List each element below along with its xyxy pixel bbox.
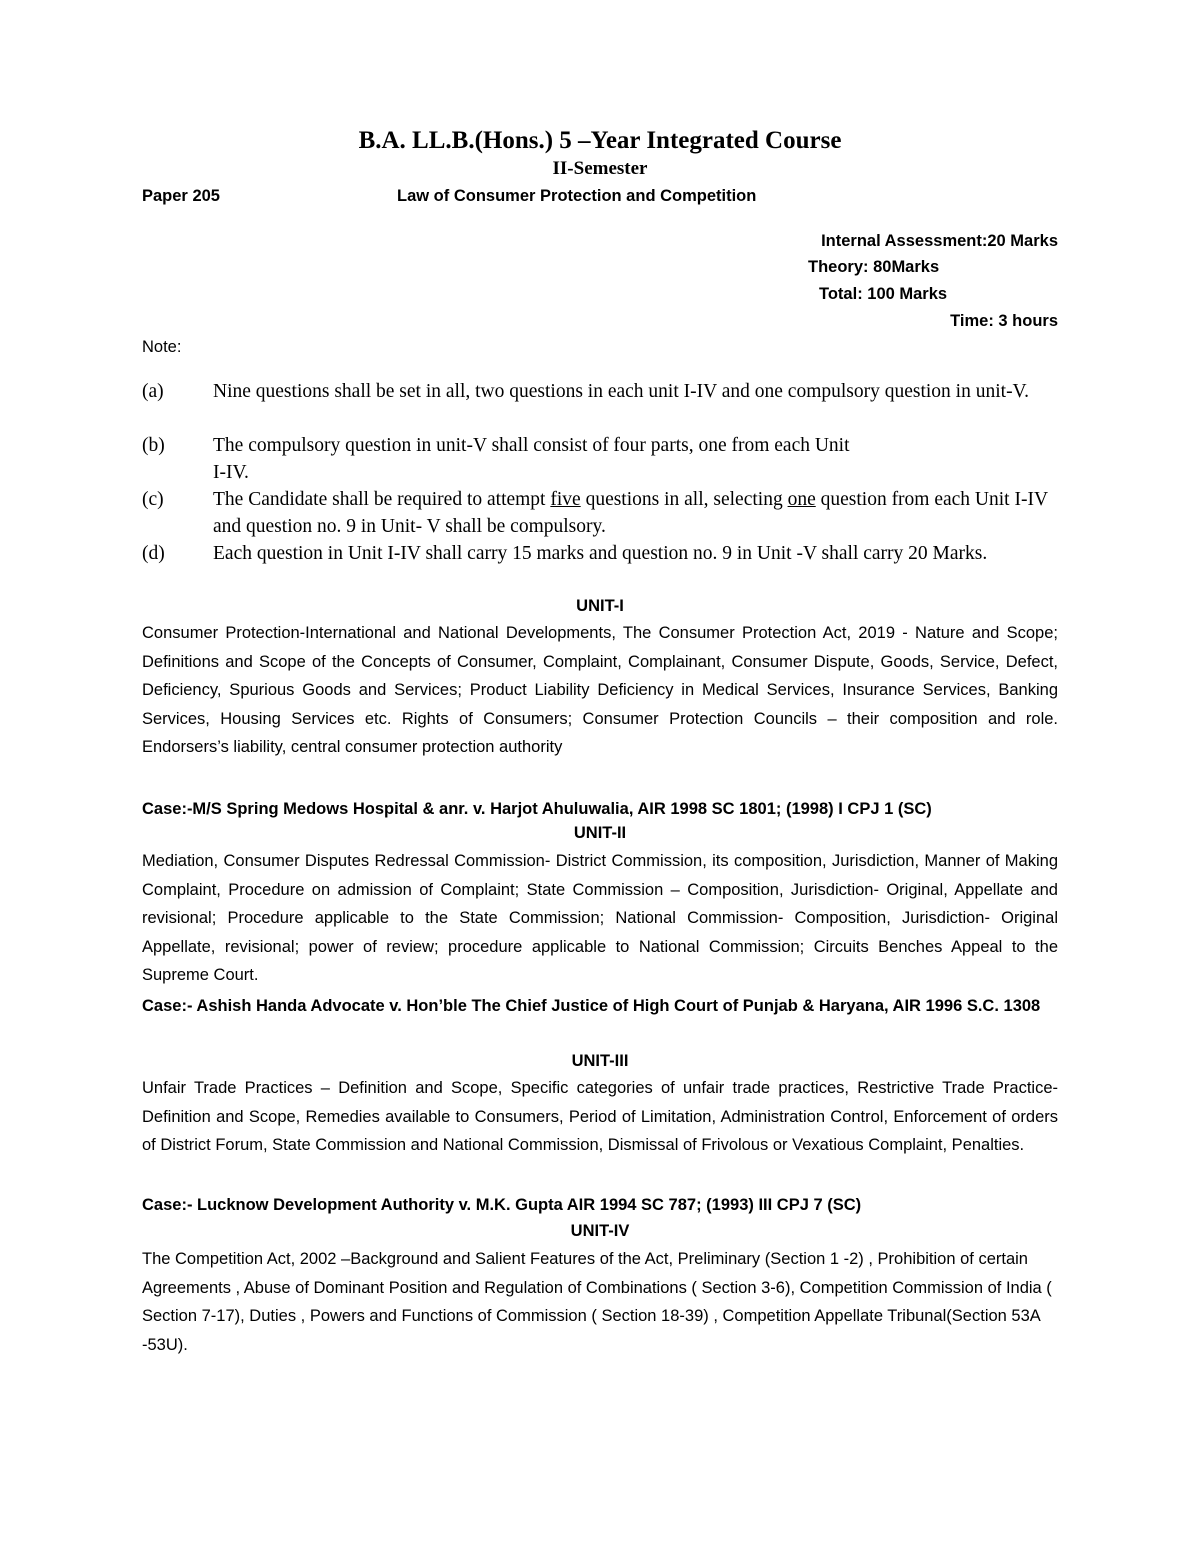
underlined-word: five — [550, 489, 581, 510]
note-item-text: Each question in Unit I-IV shall carry 15 marks and question no. 9 in Unit -V shall carry 20 Marks. — [213, 543, 988, 564]
note-item-label: (c) — [142, 489, 164, 510]
unit-body: Consumer Protection-International and National Developments, The Consumer Protection Act, 2019 - Nature and Scope; Definitions and Scope of the Concepts of Consumer, Complaint, Complainant, Consumer Dispute, Goods, Service, Defect, Deficiency, Spurious Goods and Services; Product Liability Deficiency in Medical Services, Insurance Services, Banking Services, Housing Services etc. Rights of Consumers; Consumer Protection Councils – their composition and role. Endorsers’s liability, central consumer protection authority — [142, 624, 1058, 757]
note-label: Note: — [142, 338, 182, 356]
unit-heading: UNIT-IV — [570, 1222, 630, 1240]
unit-body: Unfair Trade Practices – Definition and Scope, Specific categories of unfair trade practices, Restrictive Trade Practice- Definition and Scope, Remedies available to Consumers, Period of Limitation, Administration Control, Enforcement of orders of District Forum, State Commission and National Commission, Dismissal of Frivolous or Vexatious Complaint, Penalties. — [142, 1079, 1058, 1155]
semester-label: II-Semester — [552, 158, 648, 179]
note-item-label: (b) — [142, 435, 165, 456]
case-citation: Case:-M/S Spring Medows Hospital & anr. v. Harjot Ahuluwalia, AIR 1998 SC 1801; (1998) I CPJ 1 (SC) — [142, 800, 932, 818]
total-marks: Total: 100 Marks — [819, 285, 948, 303]
case-citation: Case:- Lucknow Development Authority v. M.K. Gupta AIR 1994 SC 787; (1993) III CPJ 7 (SC) — [142, 1196, 862, 1214]
unit-body: The Competition Act, 2002 –Background and Salient Features of the Act, Preliminary (Section 1 -2) , Prohibition of certain Agreements , Abuse of Dominant Position and Regulation of Combinations ( Section 3-6), Competition Commission of India ( Section 7-17), Duties , Powers and Functions of Commission ( Section 18-39) , Competition Appellate Tribunal(Section 53A -53U). — [142, 1250, 1052, 1354]
note-item — [142, 432, 1062, 486]
note-item-text: Nine questions shall be set in all, two questions in each unit I-IV and one compulsory question in unit-V. — [213, 381, 1030, 402]
unit-heading: UNIT-II — [573, 824, 627, 842]
course-title: B.A. LL.B.(Hons.) 5 –Year Integrated Course — [358, 127, 842, 154]
note-item-label: (a) — [142, 381, 164, 402]
note-item — [142, 486, 1062, 540]
theory-marks: Theory: 80Marks — [808, 258, 940, 276]
note-item — [142, 378, 1062, 432]
underlined-word: one — [787, 489, 816, 510]
unit-heading: UNIT-III — [571, 1052, 629, 1070]
paper-number: Paper 205 — [142, 187, 220, 205]
internal-assessment-marks: Internal Assessment:20 Marks — [821, 232, 1058, 250]
note-item-label: (d) — [142, 543, 165, 564]
note-item — [142, 540, 1062, 594]
unit-heading: UNIT-I — [576, 597, 624, 615]
note-item-text: The compulsory question in unit-V shall consist of four parts, one from each Unit I-IV. — [213, 435, 850, 483]
exam-time: Time: 3 hours — [950, 312, 1058, 330]
paper-subject: Law of Consumer Protection and Competition — [397, 187, 757, 205]
case-citation: Case:- Ashish Handa Advocate v. Hon’ble The Chief Justice of High Court of Punjab & Haryana, AIR 1996 S.C. 1308 — [142, 997, 1041, 1015]
unit-body: Mediation, Consumer Disputes Redressal Commission- District Commission, its composition, Jurisdiction, Manner of Making Complaint, Procedure on admission of Complaint; State Commission – Composition, Jurisdiction- Original, Appellate and revisional; Procedure applicable to the State Commission; National Commission- Composition, Jurisdiction- Original Appellate, revisional; power of review; procedure applicable to National Commission; Circuits Benches Appeal to the Supreme Court. — [142, 852, 1058, 985]
note-item-text: The Candidate shall be required to attempt five questions in all, selecting one question from each Unit I-IV and question no. 9 in Unit- V shall be compulsory. — [213, 489, 1048, 537]
